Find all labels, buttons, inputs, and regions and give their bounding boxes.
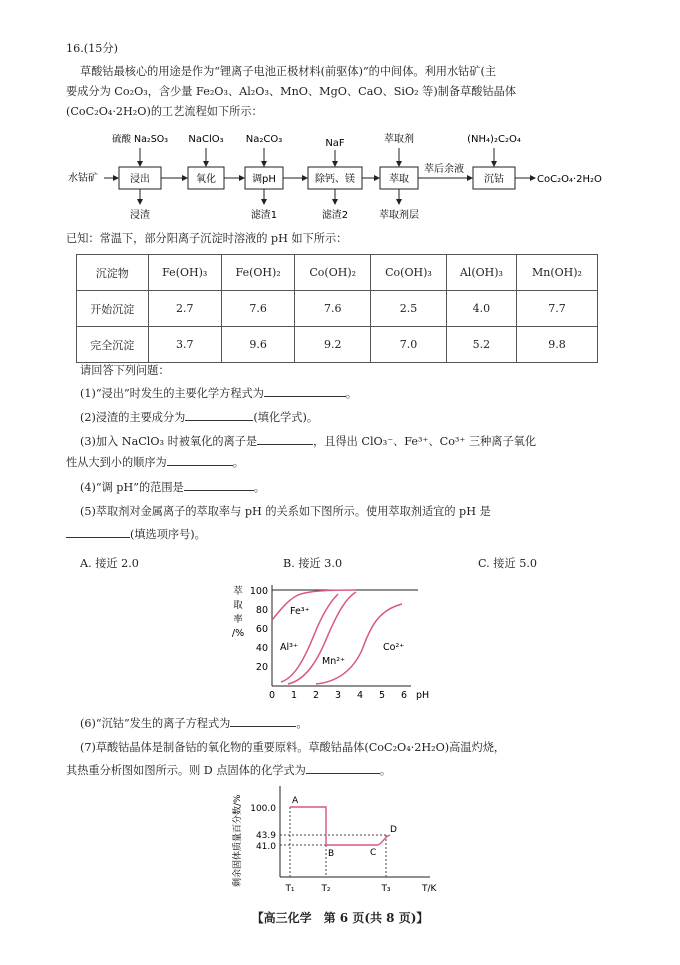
table-cell: 9.8 bbox=[516, 327, 597, 363]
label-co2: Co²⁺ bbox=[383, 642, 405, 653]
table-cell: 7.6 bbox=[295, 291, 371, 327]
svg-text:率: 率 bbox=[233, 614, 243, 625]
extraction-rate-chart bbox=[226, 580, 456, 708]
svg-text:80: 80 bbox=[255, 605, 268, 616]
answer-blank[interactable] bbox=[185, 409, 253, 421]
answer-blank[interactable] bbox=[306, 762, 380, 774]
svg-text:NaF: NaF bbox=[325, 138, 345, 149]
flow-product: CoC₂O₄·2H₂O bbox=[537, 174, 602, 185]
table-cell: 7.0 bbox=[371, 327, 447, 363]
table-cell: 完全沉淀 bbox=[77, 327, 149, 363]
label-mn2: Mn²⁺ bbox=[322, 656, 346, 667]
tga-y-label: 剩余固体质量百分数/% bbox=[233, 794, 243, 887]
svg-text:40: 40 bbox=[255, 643, 268, 654]
option-a[interactable]: A. 接近 2.0 bbox=[80, 557, 139, 570]
table-row bbox=[77, 291, 598, 327]
svg-text:取: 取 bbox=[233, 600, 243, 611]
svg-text:2: 2 bbox=[312, 690, 320, 701]
svg-text:pH: pH bbox=[416, 690, 430, 701]
question-5a: (5)萃取剂对金属离子的萃取率与 pH 的关系如下图所示。使用萃取剂适宜的 pH 是 bbox=[80, 505, 491, 518]
svg-text:T₁: T₁ bbox=[285, 884, 295, 894]
svg-text:100.0: 100.0 bbox=[250, 804, 276, 814]
table-cell: 5.2 bbox=[446, 327, 516, 363]
table-cell: 7.7 bbox=[516, 291, 597, 327]
table-cell: Co(OH)₃ bbox=[371, 255, 447, 291]
answer-blank[interactable] bbox=[167, 454, 233, 466]
svg-text:4: 4 bbox=[356, 690, 364, 701]
option-c[interactable]: C. 接近 5.0 bbox=[478, 557, 537, 570]
table-header-row bbox=[77, 255, 598, 291]
option-b[interactable]: B. 接近 3.0 bbox=[283, 557, 343, 570]
svg-text:3: 3 bbox=[334, 690, 342, 701]
svg-text:滤渣1: 滤渣1 bbox=[250, 210, 278, 221]
page-footer: 【高三化学 第 6 页(共 8 页)】 bbox=[251, 911, 429, 925]
answer-blank[interactable] bbox=[184, 479, 254, 491]
svg-text:T/K: T/K bbox=[422, 884, 437, 894]
table-cell: 开始沉淀 bbox=[77, 291, 149, 327]
table-cell: Co(OH)₂ bbox=[295, 255, 371, 291]
svg-text:萃取剂层: 萃取剂层 bbox=[379, 210, 419, 221]
table-cell: 9.2 bbox=[295, 327, 371, 363]
process-flowchart bbox=[0, 126, 680, 226]
svg-text:20: 20 bbox=[255, 662, 268, 673]
question-4: (4)“调 pH”的范围是 。 bbox=[80, 481, 265, 494]
table-cell: Al(OH)₃ bbox=[446, 255, 516, 291]
table-cell: 沉淀物 bbox=[77, 255, 149, 291]
svg-text:萃取剂: 萃取剂 bbox=[384, 134, 414, 145]
svg-text:1: 1 bbox=[290, 690, 298, 701]
svg-text:Na₂CO₃: Na₂CO₃ bbox=[245, 134, 283, 145]
table-row bbox=[77, 327, 598, 363]
svg-text:/%: /% bbox=[231, 628, 245, 639]
answer-blank[interactable] bbox=[230, 715, 296, 727]
svg-text:沉钴: 沉钴 bbox=[484, 174, 504, 185]
intro-line-1: 草酸钴最核心的用途是作为“锂离子电池正极材料(前驱体)”的中间体。利用水钴矿(主 bbox=[80, 65, 497, 78]
question-7b: 其热重分析图如图所示。则 D 点固体的化学式为 。 bbox=[66, 764, 392, 777]
table-cell: 7.6 bbox=[221, 291, 294, 327]
table-cell: 2.5 bbox=[371, 291, 447, 327]
question-3b: 性从大到小的顺序为 。 bbox=[66, 456, 244, 469]
question-7a: (7)草酸钴晶体是制备钴的氧化物的重要原料。草酸钴晶体(CoC₂O₄·2H₂O)高温灼烧， bbox=[80, 741, 506, 754]
svg-text:6: 6 bbox=[400, 690, 408, 701]
svg-text:41.0: 41.0 bbox=[255, 842, 276, 852]
answer-blank[interactable] bbox=[264, 385, 346, 397]
svg-text:(NH₄)₂C₂O₄: (NH₄)₂C₂O₄ bbox=[467, 134, 521, 145]
tga-curve bbox=[290, 807, 390, 845]
svg-text:浸出: 浸出 bbox=[130, 174, 150, 185]
svg-text:萃取: 萃取 bbox=[389, 174, 409, 185]
label-al3: Al³⁺ bbox=[280, 642, 298, 653]
svg-text:T₂: T₂ bbox=[321, 884, 331, 894]
intro-line-3: (CoC₂O₄·2H₂O)的工艺流程如下所示： bbox=[66, 105, 263, 118]
answer-blank[interactable] bbox=[66, 526, 130, 538]
question-5b: (填选项序号)。 bbox=[66, 526, 206, 543]
svg-text:43.9: 43.9 bbox=[255, 831, 276, 841]
question-1: (1)“浸出”时发生的主要化学方程式为 。 bbox=[80, 387, 358, 400]
y-axis-label bbox=[232, 585, 244, 639]
svg-text:B: B bbox=[328, 849, 335, 859]
questions-prompt: 请回答下列问题： bbox=[80, 364, 170, 377]
svg-text:硫酸 Na₂SO₃: 硫酸 Na₂SO₃ bbox=[111, 134, 169, 145]
table-cell: Fe(OH)₂ bbox=[221, 255, 294, 291]
svg-text:100: 100 bbox=[249, 586, 268, 597]
svg-text:除钙、镁: 除钙、镁 bbox=[315, 174, 355, 185]
svg-text:5: 5 bbox=[378, 690, 386, 701]
svg-text:氧化: 氧化 bbox=[196, 174, 216, 185]
flow-start: 水钴矿 bbox=[68, 173, 98, 184]
svg-text:萃: 萃 bbox=[233, 586, 243, 597]
intro-line-2: 要成分为 Co₂O₃，含少量 Fe₂O₃、Al₂O₃、MnO、MgO、CaO、SiO₂ 等)制备草酸钴晶体 bbox=[66, 85, 517, 98]
svg-text:0: 0 bbox=[268, 690, 276, 701]
svg-text:D: D bbox=[390, 825, 397, 835]
answer-blank[interactable] bbox=[257, 433, 313, 445]
svg-text:T₃: T₃ bbox=[381, 884, 391, 894]
thermogravimetric-chart bbox=[218, 783, 458, 903]
question-3a: (3)加入 NaClO₃ 时被氧化的离子是 ，且得出 ClO₃⁻、Fe³⁺、Co³⁺ 三种离子氧化 bbox=[80, 435, 537, 448]
flow-arrow-label: 萃后余液 bbox=[424, 164, 464, 175]
question-2: (2)浸渣的主要成分为 (填化学式)。 bbox=[80, 411, 319, 424]
table-cell: Fe(OH)₃ bbox=[148, 255, 221, 291]
svg-text:调pH: 调pH bbox=[252, 174, 276, 185]
table-cell: 3.7 bbox=[148, 327, 221, 363]
table-cell: 9.6 bbox=[221, 327, 294, 363]
svg-text:A: A bbox=[292, 796, 299, 806]
ph-table bbox=[76, 254, 598, 363]
table-cell: Mn(OH)₂ bbox=[516, 255, 597, 291]
label-fe3: Fe³⁺ bbox=[290, 606, 310, 617]
table-cell: 2.7 bbox=[148, 291, 221, 327]
problem-header: 16.(15分) bbox=[66, 42, 118, 55]
svg-text:滤渣2: 滤渣2 bbox=[321, 210, 349, 221]
svg-text:浸渣: 浸渣 bbox=[130, 210, 150, 221]
svg-text:NaClO₃: NaClO₃ bbox=[188, 134, 224, 145]
svg-text:C: C bbox=[370, 848, 377, 858]
question-6: (6)“沉钴”发生的离子方程式为 。 bbox=[80, 717, 308, 730]
table-cell: 4.0 bbox=[446, 291, 516, 327]
known-text: 已知：常温下，部分阳离子沉淀时溶液的 pH 如下所示： bbox=[66, 232, 348, 245]
svg-text:60: 60 bbox=[255, 624, 268, 635]
